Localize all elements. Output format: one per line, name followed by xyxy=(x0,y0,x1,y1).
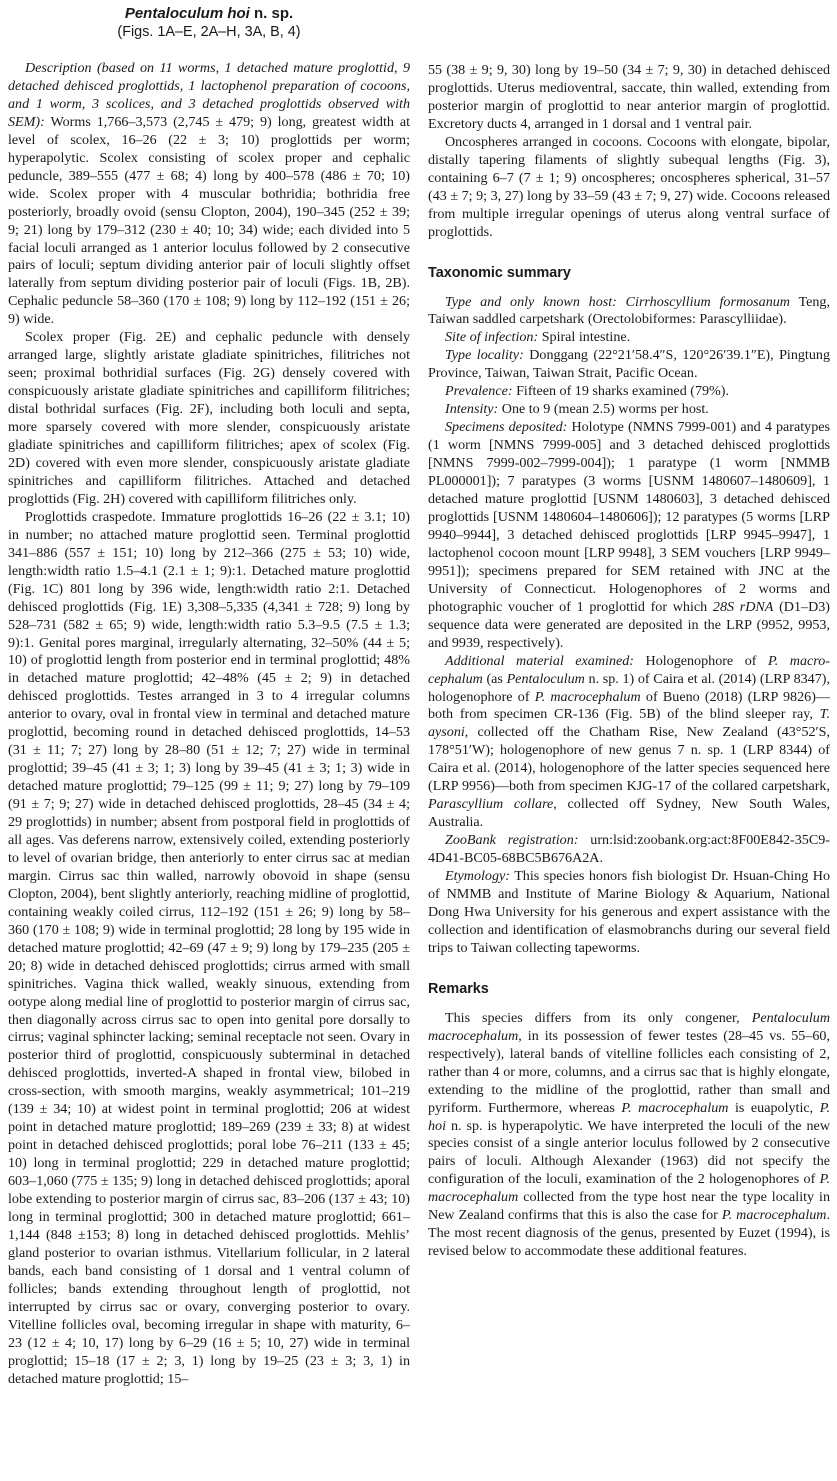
remarks-species-5: P. macrocephalum xyxy=(721,1207,827,1224)
remarks-text-1: This species differs from its only congener, xyxy=(445,1009,740,1026)
type-host-label: Type and only known host: xyxy=(445,293,617,310)
additional-species-5: Parascyllium collare xyxy=(428,796,554,813)
figure-references: (Figs. 1A–E, 2A–H, 3A, B, 4) xyxy=(117,24,301,40)
zoobank-value: urn:lsid:zoobank.org:act:8F00E842-35C9-4D41-BC05-68BC5B676A2A. xyxy=(428,832,830,867)
right-column xyxy=(428,0,830,1261)
additional-text-1: Hologenophore of xyxy=(645,652,757,669)
prevalence xyxy=(428,383,830,401)
zoobank-registration xyxy=(428,832,830,868)
description-paragraph-1 xyxy=(8,60,410,329)
species-genus: Pentaloculum xyxy=(124,5,224,22)
additional-species-4: T. aysoni xyxy=(428,706,830,741)
additional-text-6: , collected off Sydney, New South Wales, Australia. xyxy=(428,796,830,831)
additional-species-3: P. macrocephalum xyxy=(534,688,641,705)
additional-text-2: (as xyxy=(486,670,503,687)
remarks-text-6: . The most recent diagnosis of the genus, presented by Euzet (1994), is revised below to accommodate these additional features. xyxy=(428,1207,830,1260)
remarks-species-3: P. hoi xyxy=(428,1099,831,1134)
zoobank-label: ZooBank registration: xyxy=(445,832,579,849)
type-host xyxy=(428,294,830,330)
remarks-paragraph xyxy=(428,1010,830,1261)
description-paragraph-3-continued: 55 (38 ± 9; 9, 30) long by 19–50 (34 ± 7; 9, 30) in detached dehisced proglottids. Uterus medioventral, saccate, thin walled, extending from posterior margin of proglottid to near anterior margin of proglottid. Excretory ducts 4, arranged in 1 dorsal and 1 ventral pair. xyxy=(428,62,830,132)
etymology xyxy=(428,868,830,958)
remarks-species-2: P. macrocephalum xyxy=(621,1099,729,1116)
species-title-block xyxy=(8,5,410,41)
intensity-value: One to 9 (mean 2.5) worms per host. xyxy=(501,401,709,418)
description-paragraph-3: Proglottids craspedote. Immature proglottids 16–26 (22 ± 3.1; 10) in number; no attached mature proglottid seen. Terminal proglottid 341–886 (557 ± 151; 10) long by 212–366 (275 ± 53; 10) wide, length:width ratio 1.5–4.1 (2.1 ± 1; 9):1. Detached mature proglottid (Fig. 1C) 801 long by 396 wide, length:width ratio 2:1. Detached dehisced proglottids (Fig. 1E) 3,308–5,335 (4,341 ± 728; 9) long by 528–731 (582 ± 65; 9) wide, length:width ratio 5.3–9.5 (7.5 ± 1.3; 9):1. Genital pores marginal, irregularly alternating, 32–50% (44 ± 5; 10) of proglottid length from posterior end in terminal proglottid; 48% in detached mature proglottid; 42–48% (45 ± 2; 9) in detached dehisced proglottids. Testes arranged in 3 to 4 irregular columns anterior to ovary, oval in frontal view in terminal and detached mature proglottid, becoming round in detached dehisced proglottids, 14–53 (31 ± 11; 7; 27) long by 28–80 (51 ± 12; 7; 27) wide in terminal proglottid; 39–45 (41 ± 3; 1; 3) long by 39–45 (41 ± 3; 1; 3) wide in detached mature proglottid; 79–125 (99 ± 11; 9; 27) long by 79–109 (91 ± 7; 9; 27) wide in detached dehisced proglottids, 28–45 (34 ± 4; 29 proglottids) in number; absent from postporal field in proglottids of all ages. Vas deferens narrow, extensively coiled, extending posteriorly to level of ovarian bridge, then anteriorly to enter cirrus sac at median margin. Cirrus sac thin walled, narrowly obovoid in shape (sensu Clopton, 2004), bent slightly anteriorly, reaching midline of proglottid, containing weakly coiled cirrus, 112–192 (151 ± 26; 9) long by 58–360 (170 ± 108; 9) wide in terminal proglottid; 28 long by 195 wide in detached mature proglottid; 42–69 (47 ± 9; 9) long by 179–235 (205 ± 20; 8) wide in detached dehisced proglottids; cirrus armed with small spinitriches. Vagina thick walled, weakly sinuous, extending from ootype along medial line of proglottid to posterior margin of cirrus sac, then diagonally across cirrus sac to open into genital pore dorsally to cirrus; vaginal sphincter lacking; seminal receptacle not seen. Ovary in posterior third of proglottid, conspicuously subterminal in detached dehisced proglottids, inverted-A shaped in frontal view, bilobed in cross-section, with smooth margins, weakly asymmetrical; 101–219 (139 ± 34; 10) at widest point in terminal proglottid; 206 at widest point in detached mature proglottid; 189–269 (239 ± 33; 8) at widest point in detached dehisced proglottids; poral lobe 76–211 (133 ± 45; 10) long in terminal proglottid; 229 in detached mature proglottid; 603–1,060 (775 ± 135; 9) long in detached dehisced proglottids; aporal lobe extending to posterior margin of cirrus sac, 83–206 (137 ± 43; 10) long in terminal proglottid; 300 in detached mature proglottid; 661–1,144 (848 ±153; 8) long in detached dehisced proglottids. Mehlis’ gland posterior to ovarian isthmus. Vitellarium follicular, in 2 lateral bands, each band consisting of 1 dorsal and 1 ventral column of follicles; bands extending throughout length of proglottid, not interrupted by cirrus sac or ovary, converging posterior to ovary. Vitelline follicles oval, becoming irregular in shape with maturity, 6–23 (12 ± 4; 10, 17) long by 6–29 (16 ± 5; 10, 27) wide in terminal proglottid; 15–18 (17 ± 2; 3, 1) long by 19–25 (23 ± 3; 3, 1) in detached mature proglottid; 15– xyxy=(8,508,410,1387)
site-value: Spiral intestine. xyxy=(541,329,631,346)
species-status: n. sp. xyxy=(254,5,294,22)
additional-species-1: P. macrocephalum xyxy=(428,652,830,687)
remarks-heading: Remarks xyxy=(428,980,489,997)
additional-material xyxy=(428,653,830,833)
description-text-1: Worms 1,766–3,573 (2,745 ± 479; 9) long, greatest width at level of scolex, 16–26 (22 ± 3; 10) proglottids per worm; hyperapolytic. Scolex consisting of scolex proper and cephalic peduncle, 389–555 (477 ± 68; 4) long by 400–578 (486 ± 70; 10) wide. Scolex proper with 4 muscular bothridia; bothridia free posteriorly, broadly ovoid (sensu Clopton, 2004), 190–345 (252 ± 39; 9; 21) long by 179–312 (230 ± 40; 10; 34) wide; each divided into 5 facial loculi arranged as 1 anterior loculus followed by 2 consecutive pairs of loculi; septum dividing anterior pair of loculi slightly offset laterally from septum dividing posterior pair of loculi (Figs. 1B, 2B). Cephalic peduncle 58–360 (170 ± 108; 9) long by 112–192 (151 ± 26; 9) wide. xyxy=(8,113,410,328)
remarks-species-4: P. macrocephalum xyxy=(428,1171,830,1206)
remarks-text-5: collected from the type host near the type locality in New Zealand confirms that this is also the case for xyxy=(428,1189,830,1224)
specimens-text-a: Holotype (NMNS 7999-001) and 4 paratypes (1 worm [NMNS 7999-005] and 3 detached dehisced proglottids [NMNS 7999-002–7999-004]); 1 paratype (1 worm [NMMB PL000001]); 7 paratypes (3 worms [USNM 1480607–1480609], 1 detached mature proglottid [USNM 1480603], 3 detached dehisced proglottids [USNM 1480604–1480606]); 12 paratypes (5 worms [LRP 9940–9944], 3 detached dehisced proglottids [LRP 9945–9947], 1 lactophenol cocoon mount [LRP 9948], 3 SEM vouchers [LRP 9949–9951]); specimens prepared for SEM retained with JNC at the University of Connecticut. Hologenophores of 2 worms and photographic voucher of 1 proglottid for which xyxy=(428,419,830,615)
site-label: Site of infection: xyxy=(445,329,539,346)
etymology-value: This species honors fish biologist Dr. Hsuan-Ching Ho of NMMB and Institute of Marine Biology & Aquarium, National Dong Hwa University for his generous and expert assistance with the collection and identification of elasmobranchs during our several field trips to Taiwan collecting tapeworms. xyxy=(428,868,831,956)
site-of-infection xyxy=(428,329,830,347)
specimens-text-b: (D1–D3) sequence data were generated are deposited in the LRP (9952, 9953, and 9939, respectively). xyxy=(428,598,830,651)
remarks-text-3: is euapolytic, xyxy=(735,1099,814,1116)
locality-label: Type locality: xyxy=(445,347,524,364)
additional-text-3: n. sp. 1) of Caira et al. (2014) (LRP 8347), hologenophore of xyxy=(428,670,830,705)
specimens-gene: 28S rDNA xyxy=(712,598,774,615)
type-locality xyxy=(428,347,830,383)
etymology-label: Etymology: xyxy=(445,868,510,885)
additional-species-2: Pentaloculum xyxy=(506,670,585,687)
specimens-deposited xyxy=(428,419,830,652)
remarks-species-1: Pentaloculum macrocephalum xyxy=(428,1009,830,1044)
left-column xyxy=(8,0,410,1389)
description-paragraph-2: Scolex proper (Fig. 2E) and cephalic peduncle with densely arranged large, slightly aristate gladiate spinitriches, filitriches not seen; proximal bothridial surfaces (Fig. 2G) densely covered with conspicuously aristate gladiate spinitriches and capilliform filitriches; distal bothridal surfaces (Fig. 2F), including both loculi and septa, more sparsely covered with more slender, conspicuously aristate gladiate spinitriches and capilliform filitriches; apex of scolex (Fig. 2D) covered with even more slender, conspicuously aristate gladiate spinitriches and capilliform filitriches. Attached and detached proglottids (Fig. 2H) covered with capilliform filitriches only. xyxy=(8,329,410,507)
locality-value: Donggang (22°21′58.4″S, 120°26′39.1″E), Pingtung Province, Taiwan, Taiwan Strait, Pacific Ocean. xyxy=(428,347,830,382)
prevalence-value: Fifteen of 19 sharks examined (79%). xyxy=(516,383,730,400)
intensity xyxy=(428,401,830,419)
description-paragraph-4: Oncospheres arranged in cocoons. Cocoons with elongate, bipolar, distally tapering filaments of slightly subequal lengths (Fig. 3), containing 6–7 (7 ± 1; 9) oncospheres; oncospheres spherical, 31–57 (43 ± 7; 9; 3, 27) long by 33–59 (43 ± 7; 9, 27) wide. Cocoons released from multiple irregular openings of uterus along ventral surface of proglottids. xyxy=(428,133,830,240)
species-epithet: hoi xyxy=(227,5,250,22)
additional-text-5: , collected off the Chatham Rise, New Zealand (43°52′S, 178°51′W); hologenophore of new genus 7 n. sp. 1 (LRP 8344) of Caira et al. (2014), hologenophore of the latter species sequenced here (LRP 9956)—both from specimen KJG-17 of the collared carpetshark, xyxy=(428,724,830,795)
remarks-text-2: , in its possession of fewer testes (28–45 vs. 55–60, respectively), lateral bands of vitelline follicles each consisting of 2, rather than 4 or more, columns, and a cirrus sac that is highly elongate, extending to the midline of the proglottid, rather than small and pyriform. Furthermore, whereas xyxy=(428,1027,830,1116)
type-host-species: Cirrhoscyllium formosanum xyxy=(625,293,790,310)
remarks-text-4: n. sp. is hyperapolytic. We have interpreted the loculi of the new species consist of a single anterior loculus followed by 2 consecutive pairs of loculi. Although Alexander (1963) did not specify the configuration of the loculi, examination of the 2 hologenophores of xyxy=(428,1117,830,1188)
specimens-label: Specimens deposited: xyxy=(445,419,568,436)
description-label: Description (based on 11 worms, 1 detached mature proglottid, 9 detached dehisced proglottids, 1 lactophenol preparation of cocoons, and 1 worm, 3 scolices, and 3 detached proglottids observed with SEM): xyxy=(8,60,410,130)
additional-text-4: of Bueno (2018) (LRP 9826)—both from specimen CR-136 (Fig. 5B) of the blind sleeper ray, xyxy=(428,688,830,723)
prevalence-label: Prevalence: xyxy=(445,383,513,400)
type-host-description: Teng, Taiwan saddled carpetshark (Orectolobiformes: Parascylliidae). xyxy=(428,293,830,328)
taxonomic-summary-heading: Taxonomic summary xyxy=(428,264,571,281)
additional-label: Additional material examined: xyxy=(445,652,634,669)
intensity-label: Intensity: xyxy=(445,401,499,418)
species-title xyxy=(8,5,410,23)
